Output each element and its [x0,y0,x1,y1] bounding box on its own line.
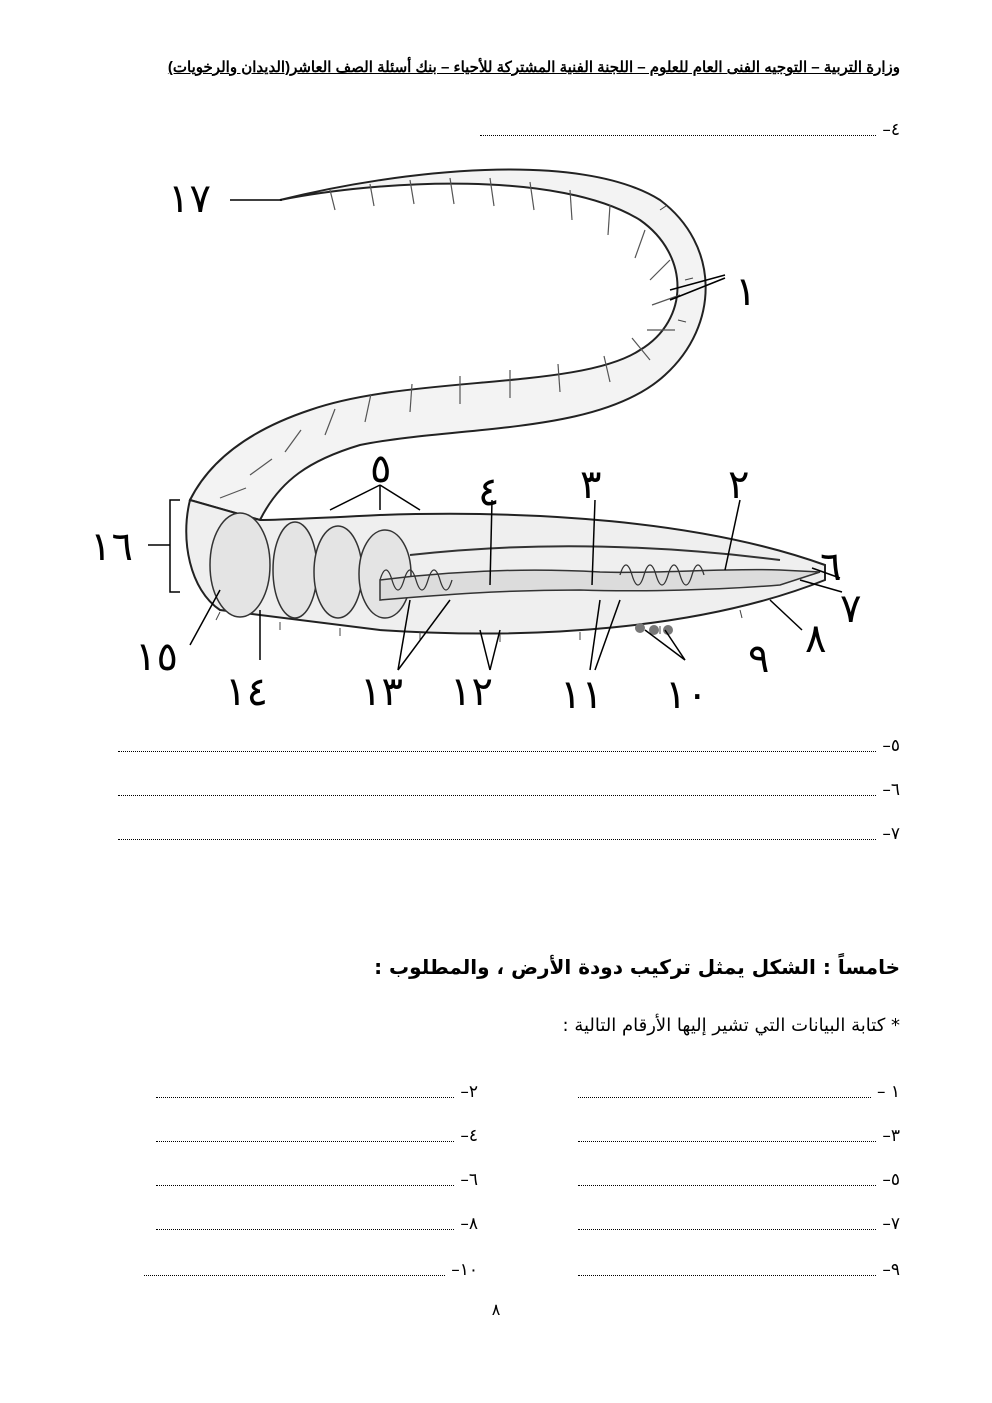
line-number: ٧– [882,824,900,844]
label-15: ١٥ [135,634,178,680]
answer-line-5[interactable] [118,732,900,756]
line-number: ٤– [882,120,900,140]
grid-line-10[interactable] [144,1256,478,1280]
instruction-text: * كتابة البيانات التي تشير إليها الأرقام التالية : [562,1015,900,1036]
dotted-line [578,1141,876,1142]
label-14: ١٤ [225,669,268,715]
answer-line-7[interactable] [118,820,900,844]
page-number: ٨ [491,1300,501,1319]
dotted-line [156,1097,454,1098]
grid-line-8[interactable] [156,1210,478,1234]
dotted-line [480,135,876,136]
dotted-line [578,1229,876,1230]
line-number: ٩– [882,1260,900,1280]
line-number: ٢– [460,1082,478,1102]
dotted-line [156,1229,454,1230]
dotted-line [578,1275,876,1276]
dotted-line [578,1097,871,1098]
label-3: ٣ [580,462,602,508]
grid-line-7[interactable] [578,1210,900,1234]
label-1: ١ [735,269,757,315]
label-12: ١٢ [450,669,493,715]
dotted-line [118,839,876,840]
label-5: ٥ [370,446,392,492]
label-16: ١٦ [90,524,133,570]
line-number: ٥– [882,1170,900,1190]
label-2: ٢ [728,462,750,508]
answer-line-6[interactable] [118,776,900,800]
dotted-line [144,1275,445,1276]
grid-line-2[interactable] [156,1078,478,1102]
label-4: ٤ [478,469,500,515]
worm-body-upper [190,170,706,520]
line-number: ٦– [882,780,900,800]
line-number: ٦– [460,1170,478,1190]
label-7: ٧ [840,586,862,632]
label-8: ٨ [805,616,827,662]
section-title: خامساً : الشكل يمثل تركيب دودة الأرض ، والمطلوب : [374,955,900,979]
page-header: وزارة التربية – التوجيه الفنى العام للعلوم – اللجنة الفنية المشتركة للأحياء – بنك أسئلة الصف العاشر(الديدان والرخويات) [167,59,900,76]
line-number: ٧– [882,1214,900,1234]
line-number: ٤– [460,1126,478,1146]
label-10: ١٠ [665,672,708,718]
label-13: ١٣ [360,669,403,715]
grid-line-9[interactable] [578,1256,900,1280]
grid-line-4[interactable] [156,1122,478,1146]
grid-line-5[interactable] [578,1166,900,1190]
label-9: ٩ [748,636,770,682]
grid-line-3[interactable] [578,1122,900,1146]
line-number: ٣– [882,1126,900,1146]
dotted-line [156,1141,454,1142]
label-6: ٦ [820,544,842,590]
line-number: ١٠– [451,1260,478,1280]
dotted-line [118,751,876,752]
earthworm-diagram [80,160,880,720]
label-17: ١٧ [168,176,211,222]
dotted-line [156,1185,454,1186]
grid-line-6[interactable] [156,1166,478,1190]
dotted-line [118,795,876,796]
grid-line-1[interactable] [578,1078,900,1102]
dotted-line [578,1185,876,1186]
line-number: ٨– [460,1214,478,1234]
label-11: ١١ [560,672,603,718]
line-number: ٥– [882,736,900,756]
line-number: ١ – [876,1082,900,1102]
answer-line-4-top[interactable] [480,116,900,140]
